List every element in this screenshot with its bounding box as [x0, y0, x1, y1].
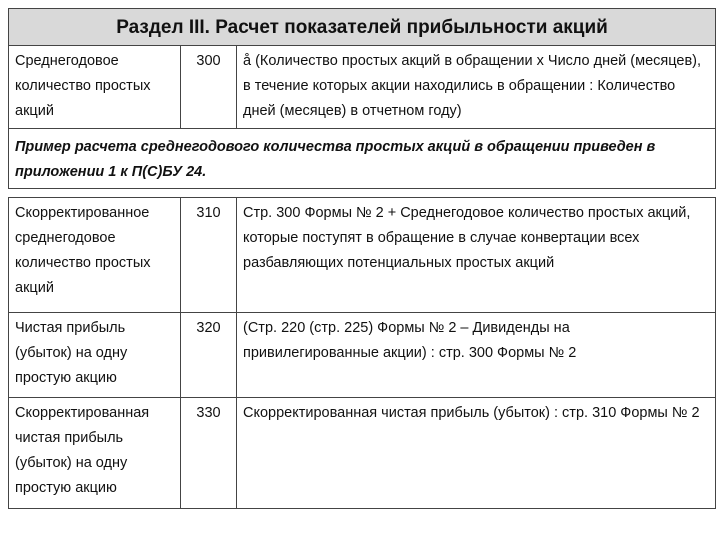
indicator-name: Скорректированное среднегодовое количество простых акций	[9, 198, 181, 313]
section-title: Раздел III. Расчет показателей прибыльности акций	[9, 9, 716, 46]
formula: Скорректированная чистая прибыль (убыток) : стр. 310 Формы № 2	[237, 398, 716, 509]
indicator-name: Чистая прибыль (убыток) на одну простую акцию	[9, 313, 181, 398]
table-row	[9, 198, 716, 313]
table-row	[9, 398, 716, 509]
formula: Стр. 300 Формы № 2 + Среднегодовое количество простых акций, которые поступят в обращение в случае конвертации всех разбавляющих потенциальных простых акций	[237, 198, 716, 313]
indicator-name: Скорректированная чистая прибыль (убыток) на одну простую акцию	[9, 398, 181, 509]
line-code: 320	[181, 313, 237, 398]
table-row	[9, 313, 716, 398]
profitability-table	[8, 8, 716, 509]
note-text: Пример расчета среднегодового количества простых акций в обращении приведен в приложении 1 к П(С)БУ 24.	[9, 129, 716, 189]
line-code: 300	[181, 46, 237, 129]
row-gap	[9, 189, 716, 198]
table-row	[9, 46, 716, 129]
formula: (Стр. 220 (стр. 225) Формы № 2 – Дивиденды на привилегированные акции) : стр. 300 Формы № 2	[237, 313, 716, 398]
indicator-name: Среднегодовое количество простых акций	[9, 46, 181, 129]
formula: å (Количество простых акций в обращении x Число дней (месяцев), в течение которых акции находились в обращении : Количество дней (месяцев) в отчетном году)	[237, 46, 716, 129]
line-code: 330	[181, 398, 237, 509]
line-code: 310	[181, 198, 237, 313]
